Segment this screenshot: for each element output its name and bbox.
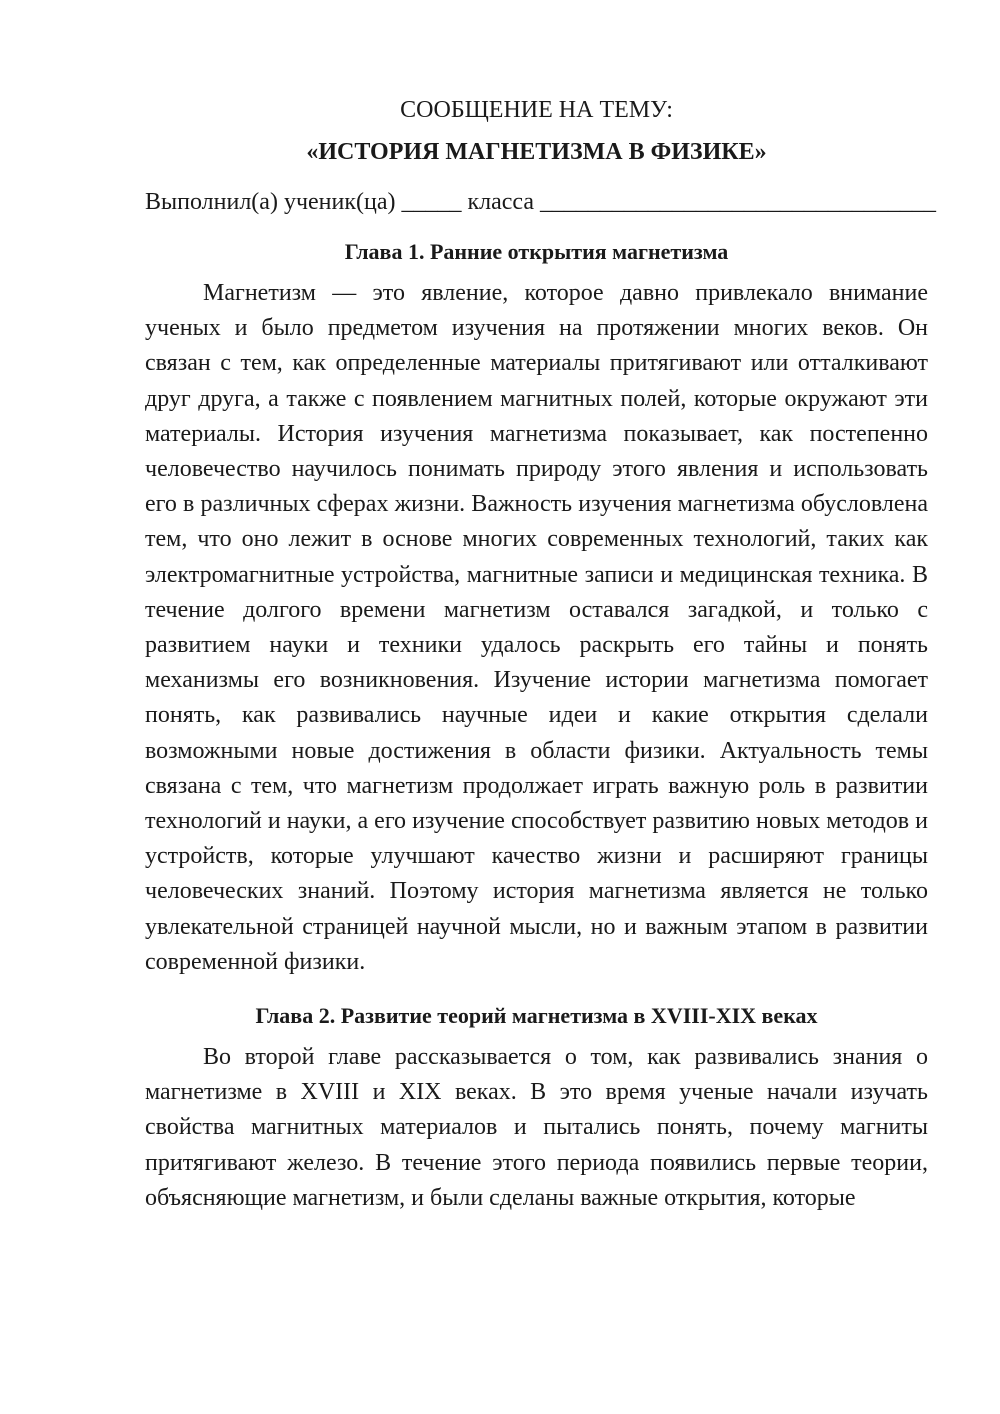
document-title: «ИСТОРИЯ МАГНЕТИЗМА В ФИЗИКЕ» xyxy=(306,139,767,165)
chapter-2-paragraph: Во второй главе рассказывается о том, как развивались знания о магнетизме в XVIII и XIX веках. В это время ученые начали изучать свойства магнитных материалов и пытались понять, почему магниты притягивают железо. В течение этого периода появились первые теории, объясняющие магнетизм, и были сделаны важные открытия, которые xyxy=(145,1044,928,1211)
author-line: Выполнил(а) ученик(ца) _____ класса _________________________________ xyxy=(145,189,937,215)
document-heading: СООБЩЕНИЕ НА ТЕМУ: xyxy=(400,97,673,123)
document-page xyxy=(145,92,937,1216)
chapter-2-title: Глава 2. Развитие теорий магнетизма в XVIII-XIX веках xyxy=(255,1003,818,1029)
chapter-1-paragraph: Магнетизм — это явление, которое давно привлекало внимание ученых и было предметом изучения на протяжении многих веков. Он связан с тем, как определенные материалы притягивают или отталкивают друг друга, а также с появлением магнитных полей, которые окружают эти материалы. История изучения магнетизма показывает, как постепенно человечество научилось понимать природу этого явления и использовать его в различных сферах жизни. Важность изучения магнетизма обусловлена тем, что оно лежит в основе многих современных технологий, таких как электромагнитные устройства, магнитные записи и медицинская техника. В течение долгого времени магнетизм оставался загадкой, и только с развитием науки и техники удалось раскрыть его тайны и понять механизмы его возникновения. Изучение истории магнетизма помогает понять, как развивались научные идеи и какие открытия сделали возможными новые достижения в области физики. Актуальность темы связана с тем, что магнетизм продолжает играть важную роль в развитии технологий и науки, а его изучение способствует развитию новых методов и устройств, которые улучшают качество жизни и расширяют границы человеческих знаний. Поэтому история магнетизма является не только увлекательной страницей научной мысли, но и важным этапом в развитии современной физики. xyxy=(145,280,928,975)
chapter-1-title: Глава 1. Ранние открытия магнетизма xyxy=(344,239,729,264)
